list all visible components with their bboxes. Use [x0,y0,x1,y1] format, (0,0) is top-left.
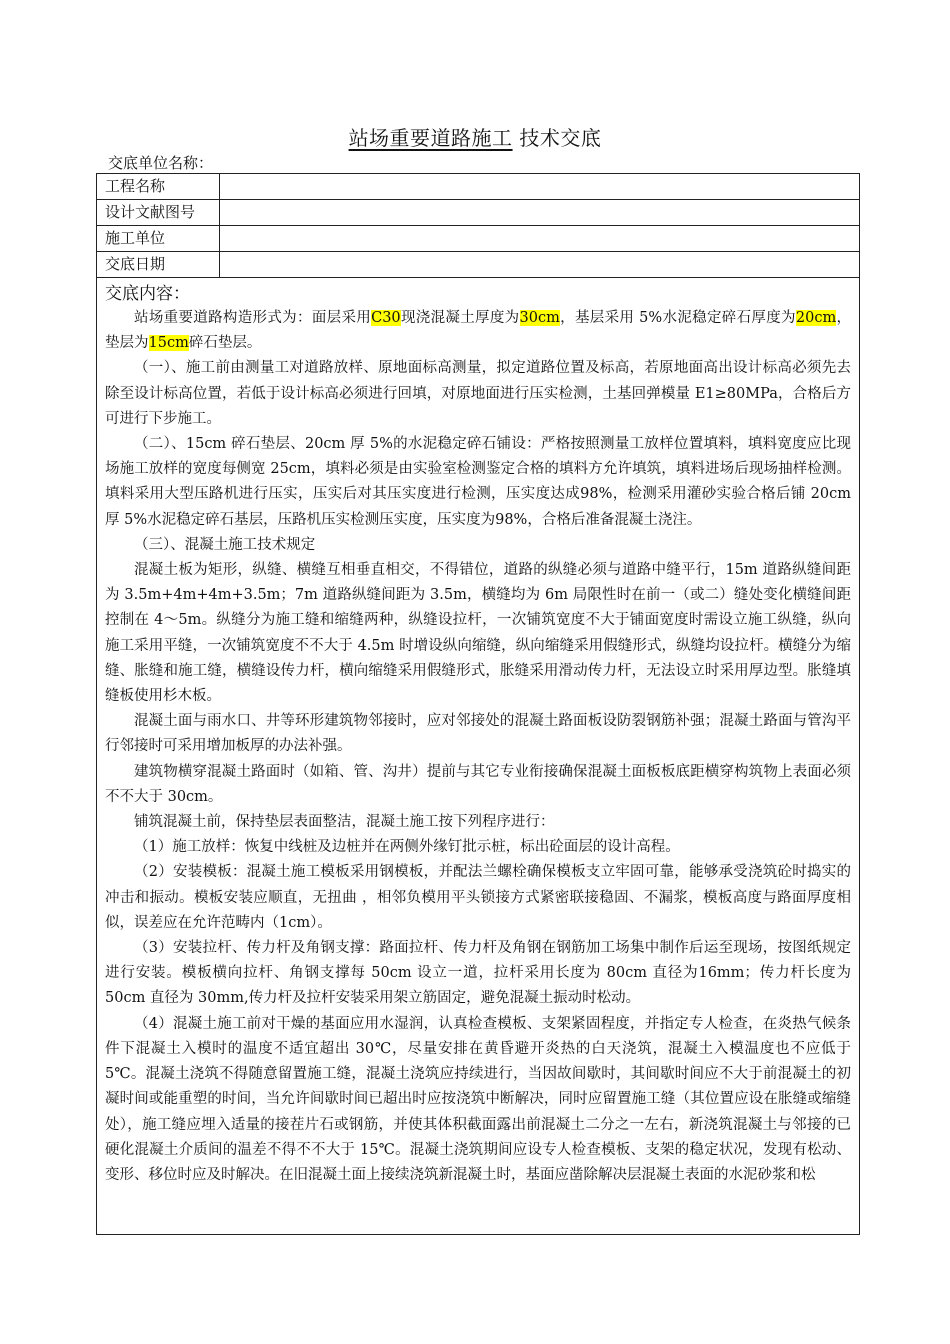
paragraph-3: （三）、混凝土施工技术规定 [134,536,316,553]
contractor-label: 施工单位 [97,226,220,251]
text-run: 现浇混凝土厚度为 [400,310,520,326]
unit-label: 交底单位名称： [108,154,214,172]
title-rest: 技术交底 [512,126,602,150]
paragraph-6: 建筑物横穿混凝土路面时（如箱、管、沟井）提前与其它专业衔接确保混凝土面板板底距横穿构筑物上表面必须不不大于 30cm。 [105,763,851,805]
paragraph-1: （一）、施工前由测量工对道路放样、原地面标高测量，拟定道路位置及标高，若原地面高出设计标高必须先去除至设计标高位置，若低于设计标高必须进行回填，对原地面进行压实检测，土基回弹模量 E1≥80MPa，合格后方可进行下步施工。 [105,360,851,427]
highlight-c30: C30 [371,310,401,326]
highlight-15cm: 15cm [148,335,189,352]
highlight-30cm: 30cm [519,310,560,326]
contractor-value [220,226,859,251]
project-name-value [220,174,859,199]
content-heading: 交底内容： [105,284,190,304]
text-run: ，垫层为 [105,310,852,352]
disclosure-form [96,173,860,1235]
design-doc-value [220,200,859,225]
date-label: 交底日期 [97,252,220,277]
highlight-20cm: 20cm [795,310,837,326]
design-doc-row [97,200,859,226]
structure-paragraph [105,306,851,356]
contractor-row [97,226,859,252]
design-doc-label: 设计文献图号 [97,200,220,225]
project-name-row [97,174,859,200]
project-name-label: 工程名称 [97,174,220,199]
date-row [97,252,859,278]
paragraph-11: （4）混凝土施工前对干燥的基面应用水湿润，认真检查模板、支架紧固程度，并指定专人检查，在炎热气候条件下混凝土入模时的温度不适宜超出 30℃，尽量安排在黄昏避开炎热的白天浇筑，混凝土入模温度也不应低于 5℃。混凝土浇筑不得随意留置施工缝，混凝土浇筑应持续进行，当因故间歇时，其间歇时间应不大于前混凝土的初凝时间或能重塑的时间，当允许间歇时间已超出时应按浇筑中断解决，同时应留置施工缝（其位置应设在胀缝或缩缝处），施工缝应埋入适量的接茬片石或钢筋，并使其体积截面露出前混凝土二分之一左右，新浇筑混凝土与邻接的已硬化混凝土介质间的温差不得不不大于 15℃。混凝土浇筑期间应设专人检查模板、支架的稳定状况，发现有松动、变形、移位时应及时解决。在旧混凝土面上接续浇筑新混凝土时，基面应凿除解决层混凝土表面的水泥砂浆和松 [105,1015,851,1183]
title-underlined: 站场重要道路施工 [348,126,513,150]
disclosure-content [97,278,859,1188]
text-run: ，基层采用 5%水泥稳定碎石厚度为 [559,310,796,326]
paragraph-4: 混凝土板为矩形，纵缝、横缝互相垂直相交，不得错位，道路的纵缝必须与道路中缝平行，15m 道路纵缝间距为 3.5m+4m+4m+3.5m；7m 道路纵缝间距为 3.5m，横缝均为 6m 局限性时在前一（或二）缝处变化横缝间距控制在 4～5m。纵缝分为施工缝和缩缝两种，纵缝设拉杆，一次铺筑宽度不大于铺面宽度时需设立施工纵缝，纵向施工采用平缝，一次铺筑宽度不不大于 4.5m 时增设纵向缩缝，纵向缩缝采用假缝形式，纵缝均设拉杆。横缝分为缩缝、胀缝和施工缝，横缝设传力杆，横向缩缝采用假缝形式，胀缝采用滑动传力杆，无法设立时采用厚边型。胀缝填缝板使用杉木板。 [105,562,851,705]
text-run: 碎石垫层。 [188,335,262,352]
paragraph-9: （2）安装模板：混凝土施工模板采用钢模板，并配法兰螺栓确保模板支立牢固可靠，能够承受浇筑砼时捣实的冲击和振动。模板安装应顺直，无扭曲 ，相邻负模用平头锁接方式紧密联接稳固、不漏浆，模板高度与路面厚度相似，误差应在允许范畴内（1cm）。 [105,864,851,931]
date-value [220,252,859,277]
paragraph-8: （1）施工放样：恢复中线桩及边桩并在两侧外缘钉批示桩，标出砼面层的设计高程。 [134,839,680,856]
page-title [0,122,950,151]
paragraph-10: （3）安装拉杆、传力杆及角钢支撑：路面拉杆、传力杆及角钢在钢筋加工场集中制作后运至现场，按图纸规定进行安装。模板横向拉杆、角钢支撑每 50cm 设立一道，拉杆采用长度为 80cm 直径为16mm；传力杆长度为 50cm 直径为 30mm,传力杆及拉杆安装采用架立筋固定，避免混凝土振动时松动。 [105,940,851,1007]
text-run: 站场重要道路构造形式为：面层采用 [134,310,372,326]
paragraph-5: 混凝土面与雨水口、井等环形建筑物邻接时，应对邻接处的混凝土路面板设防裂钢筋补强；混凝土路面与管沟平行邻接时可采用增加板厚的办法补强。 [105,713,851,755]
paragraph-7: 铺筑混凝土前，保持垫层表面整洁，混凝土施工按下列程序进行： [134,814,555,831]
paragraph-2: （二）、15cm 碎石垫层、20cm 厚 5%的水泥稳定碎石铺设：严格按照测量工放样位置填料，填料宽度应比现场施工放样的宽度每侧宽 25cm，填料必须是由实验室检测鉴定合格的填料方允许填筑，填料进场后现场抽样检测。填料采用大型压路机进行压实，压实后对其压实度进行检测，压实度达成98%，检测采用灌砂实验合格后铺 20cm 厚 5%水泥稳定碎石基层，压路机压实检测压实度，压实度为98%，合格后准备混凝土浇注。 [105,436,851,528]
